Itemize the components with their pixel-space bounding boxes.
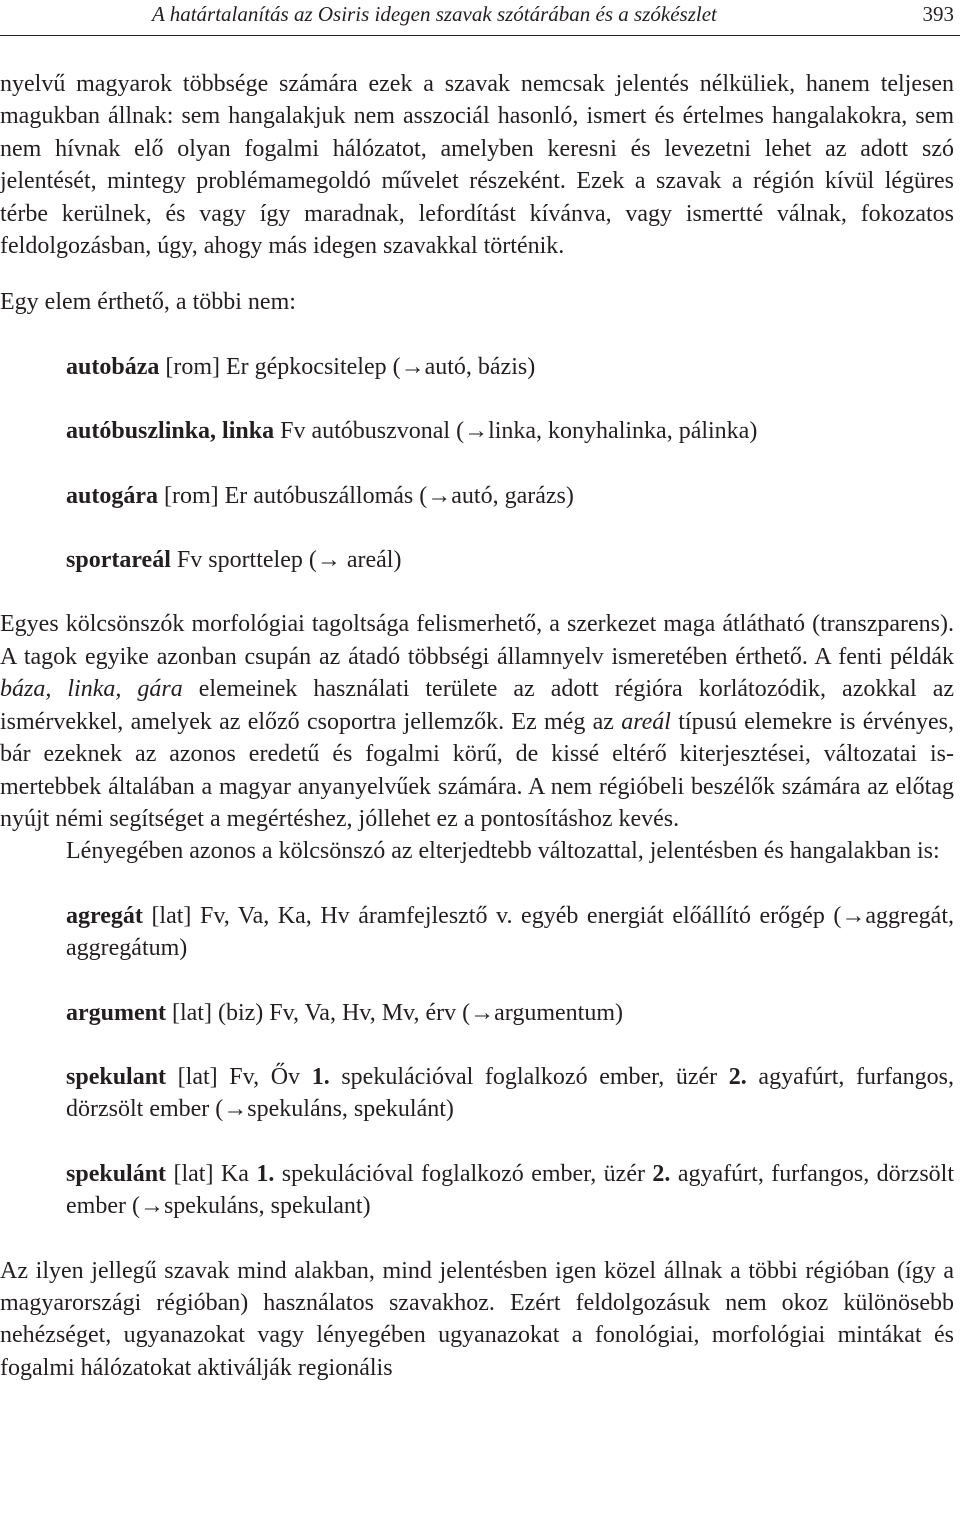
entry-body: agyafúrt, furfangos, dörzsölt ember (→spekuláns, spekulánt)	[66, 1063, 955, 1123]
spacer	[0, 1223, 954, 1255]
dictionary-entry	[0, 1158, 954, 1223]
entry-body: spekulációval foglalkozó ember, üzér	[329, 1063, 729, 1090]
page-body	[0, 68, 954, 1384]
dictionary-entry	[0, 415, 954, 447]
entry-headword: spekulánt	[66, 1160, 167, 1187]
entry-headword: agregát	[66, 902, 143, 929]
entry-headword: argument	[66, 999, 166, 1026]
intro-paragraph-1: Egy elem érthető, a többi nem:	[0, 289, 296, 316]
sense-number: 1.	[256, 1160, 275, 1187]
dictionary-entry	[0, 351, 954, 383]
entry-body: agyafúrt, furfangos, dörzsölt ember (→spekuláns, spekulant)	[66, 1160, 954, 1220]
spacer	[0, 262, 954, 286]
paragraph-2-italic-b: areál	[621, 708, 671, 735]
header-rule	[0, 35, 960, 36]
dictionary-entry	[0, 480, 954, 512]
running-title: A határtalanítás az Osiris idegen szavak szótárában és a szókészlet	[152, 2, 717, 26]
entry-body: [lat] Fv, Őv	[166, 1063, 312, 1090]
spacer	[0, 1029, 954, 1061]
entry-body: Fv autóbuszvonal (→linka, konyhalinka, pálinka)	[274, 418, 758, 445]
paragraph-3: Lényegében azonos a kölcsönszó az elterjedtebb változattal, jelentésben és hangalakban is:	[66, 838, 940, 865]
entry-body: [rom] Er autóbuszállomás (→autó, garázs)	[158, 482, 574, 509]
running-header	[0, 0, 960, 32]
paragraph-2-text-b: elemeinek használati területe az adott régióra korlátozódik, azokkal az ismérvekkel, amelyek az előző csoportra jellemzők. Ez még az	[0, 676, 955, 735]
dictionary-entry	[0, 544, 954, 576]
paragraph-1: nyelvű magyarok többsége számára ezek a szavak nemcsak jelentés nélküliek, hanem teljesen magukban állnak: sem hangalakjuk nem asszociál hasonló, ismert és értelmes hangalakokra, sem nem hívnak elő olyan fogalmi hálózatot, amelyben keresni és levezetni lehet az adott szó jelentését, mintegy problémamegoldó művelet részeként. Ezek a szavak a régión kívül légüres térbe kerülnek, és vagy így maradnak, lefordítást kívánva, vagy ismertté válnak, fokozatos feldolgozásban, úgy, ahogy más idegen szavakkal történik.	[0, 71, 954, 260]
spacer	[0, 319, 954, 351]
entry-headword: sportareál	[66, 547, 171, 574]
spacer	[0, 965, 954, 997]
spacer	[0, 383, 954, 415]
entry-body: Fv sporttelep (→ areál)	[170, 547, 402, 574]
entry-body: spekulációval foglalkozó ember, üzér	[274, 1160, 653, 1187]
dictionary-entry	[0, 1061, 954, 1126]
paragraph-4: Az ilyen jellegű szavak mind alakban, mind jelentésben igen közel állnak a többi régióban (így a magyarországi régióban) használatos szavakhoz. Ezért feldolgozásuk nem okoz különösebb nehézséget, ugyanazokat vagy lényegében ugyanazokat a fonológiai, morfológiai mintákat és fogalmi hálózatokat aktiválják regionális	[0, 1257, 954, 1381]
paragraph-2-text-a: Egyes kölcsönszók morfológiai tagoltsága felismerhető, a szerkezet maga átlátható (transzparens). A tagok egyike azonban csupán az átadó többségi államnyelv ismeretében érthető. A fenti példák	[0, 611, 954, 670]
spacer	[0, 512, 954, 544]
paragraph-2-italic-a: báza, linka, gára	[0, 676, 183, 703]
entry-headword: spekulant	[66, 1063, 167, 1090]
entry-headword: autobáza	[66, 353, 160, 380]
entry-body: [lat] (biz) Fv, Va, Hv, Mv, érv (→argumentum)	[165, 999, 623, 1026]
spacer	[0, 576, 954, 608]
sense-number: 1.	[311, 1063, 330, 1090]
page-number: 393	[922, 2, 954, 26]
sense-number: 2.	[728, 1063, 747, 1090]
entry-headword: autóbuszlinka, linka	[66, 418, 275, 445]
entry-body: [rom] Er gépkocsitelep (→autó, bázis)	[159, 353, 536, 380]
dictionary-entry	[0, 997, 954, 1029]
entry-headword: autogára	[66, 482, 158, 509]
spacer	[0, 868, 954, 900]
spacer	[0, 1126, 954, 1158]
entry-body: [lat] Fv, Va, Ka, Hv áramfejlesztő v. egyéb energiát előállító erőgép (→aggregát, aggregátum)	[66, 902, 954, 962]
paragraph-2	[0, 608, 954, 835]
sense-number: 2.	[652, 1160, 671, 1187]
spacer	[0, 448, 954, 480]
entry-body: [lat] Ka	[166, 1160, 257, 1187]
dictionary-entry	[0, 900, 954, 965]
paragraph-2-text-c: típusú elemekre is érvényes, bár ezeknek az azonos eredetű és fogalmi körű, de kissé eltérő kiterjesztései, változatai ismertebbek általában a magyar anyanyelvűek számára. A nem régióbeli beszélők számára az előtag nyújt némi segítséget a megértéshez, jóllehet ez a pontosításhoz kevés.	[0, 708, 954, 832]
